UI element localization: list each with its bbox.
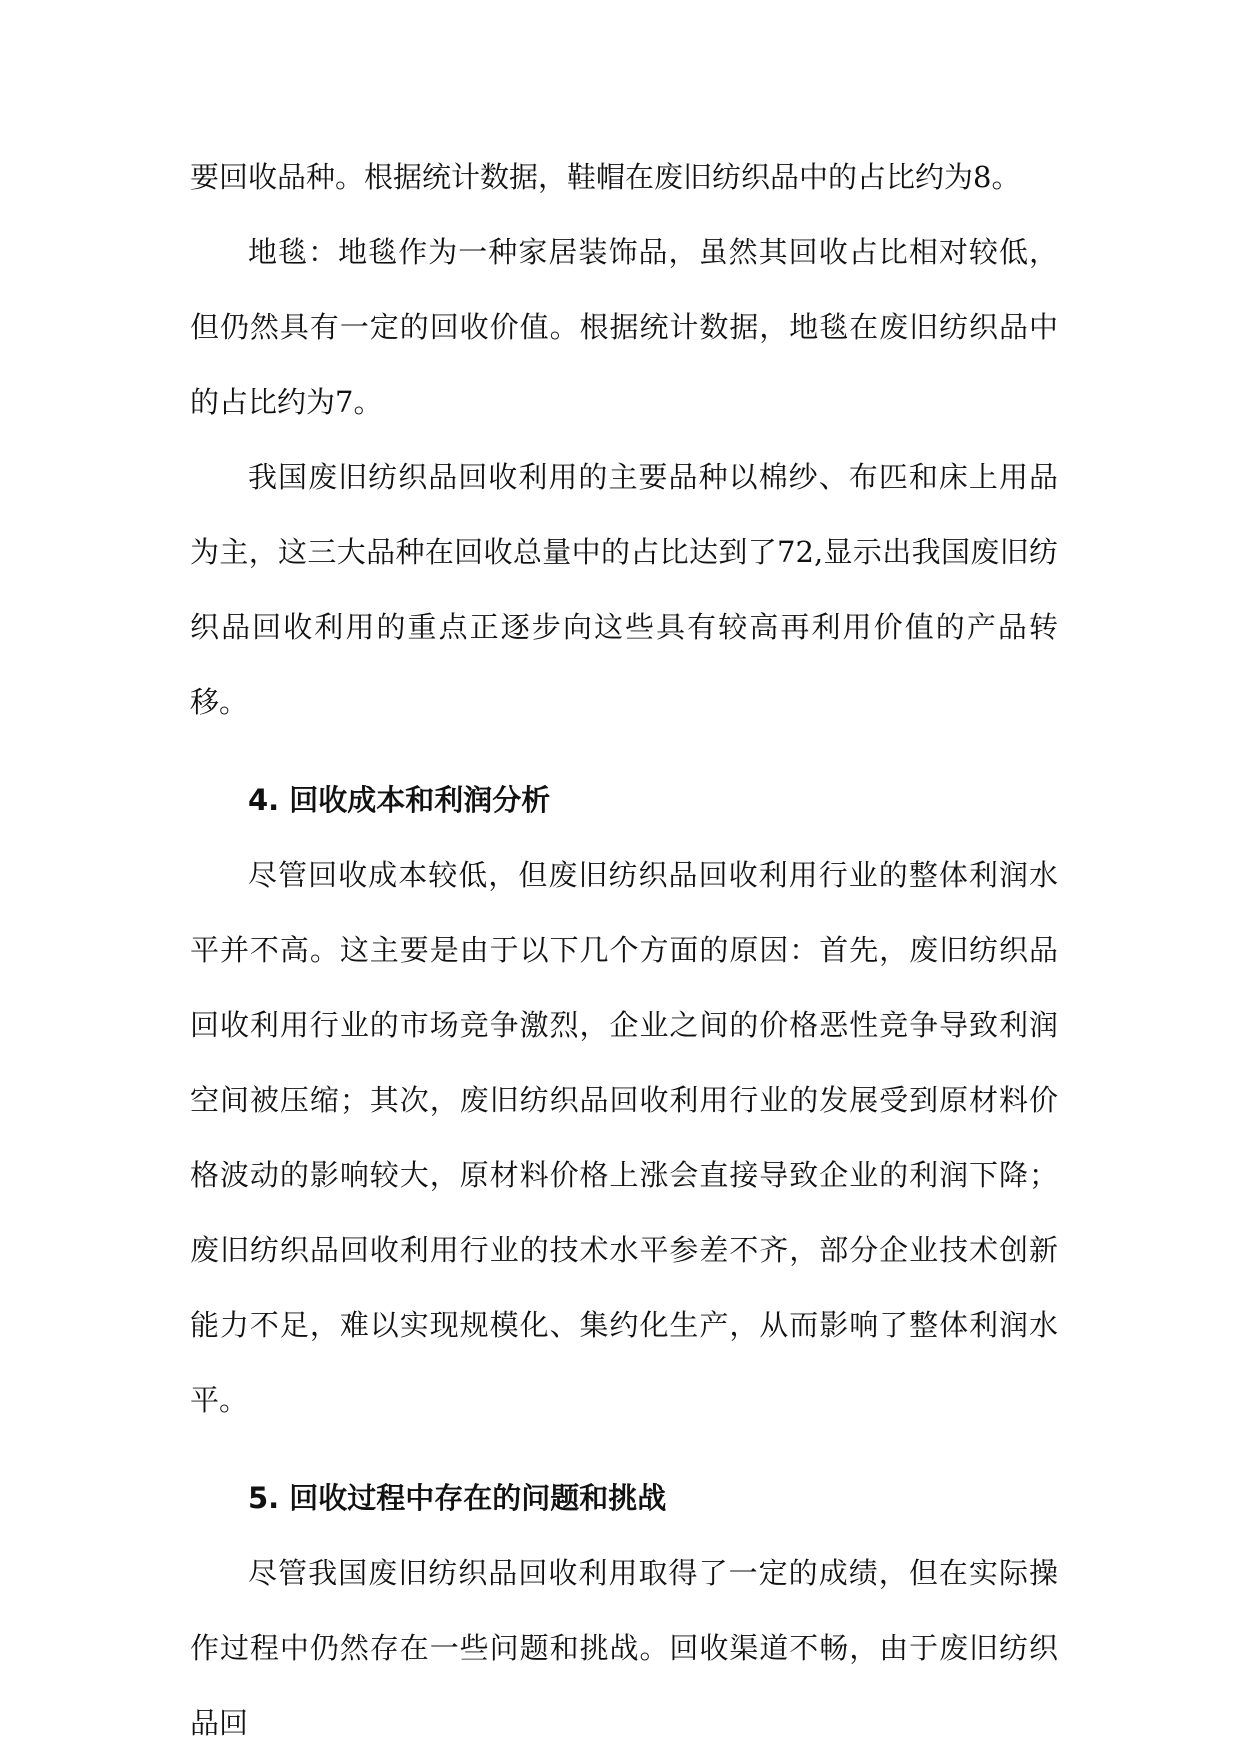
- section-gap: [190, 1438, 1058, 1461]
- paragraph-footwear: 要回收品种。根据统计数据，鞋帽在废旧纺织品中的占比约为8。: [190, 160, 1021, 194]
- section-heading-problems-challenges: 5. 回收过程中存在的问题和挑战: [248, 1481, 667, 1515]
- paragraph-carpet: 地毯：地毯作为一种家居装饰品，虽然其回收占比相对较低，但仍然具有一定的回收价值。根据统计数据，地毯在废旧纺织品中的占比约为7。: [190, 235, 1058, 419]
- paragraph-problems-challenges: 尽管我国废旧纺织品回收利用取得了一定的成绩，但在实际操作过程中仍然存在一些问题和挑战。回收渠道不畅，由于废旧纺织品回: [190, 1556, 1058, 1740]
- document-body: [190, 140, 1058, 1761]
- paragraph-main-categories: 我国废旧纺织品回收利用的主要品种以棉纱、布匹和床上用品为主，这三大品种在回收总量中的占比达到了72,显示出我国废旧纺织品回收利用的重点正逐步向这些具有较高再利用价值的产品转移。: [190, 460, 1058, 719]
- section-heading-cost-profit: 4. 回收成本和利润分析: [248, 783, 551, 817]
- section-gap: [190, 740, 1058, 763]
- paragraph-cost-profit: 尽管回收成本较低，但废旧纺织品回收利用行业的整体利润水平并不高。这主要是由于以下几个方面的原因：首先，废旧纺织品回收利用行业的市场竞争激烈，企业之间的价格恶性竞争导致利润空间被压缩；其次，废旧纺织品回收利用行业的发展受到原材料价格波动的影响较大，原材料价格上涨会直接导致企业的利润下降；废旧纺织品回收利用行业的技术水平参差不齐，部分企业技术创新能力不足，难以实现规模化、集约化生产，从而影响了整体利润水平。: [190, 858, 1058, 1417]
